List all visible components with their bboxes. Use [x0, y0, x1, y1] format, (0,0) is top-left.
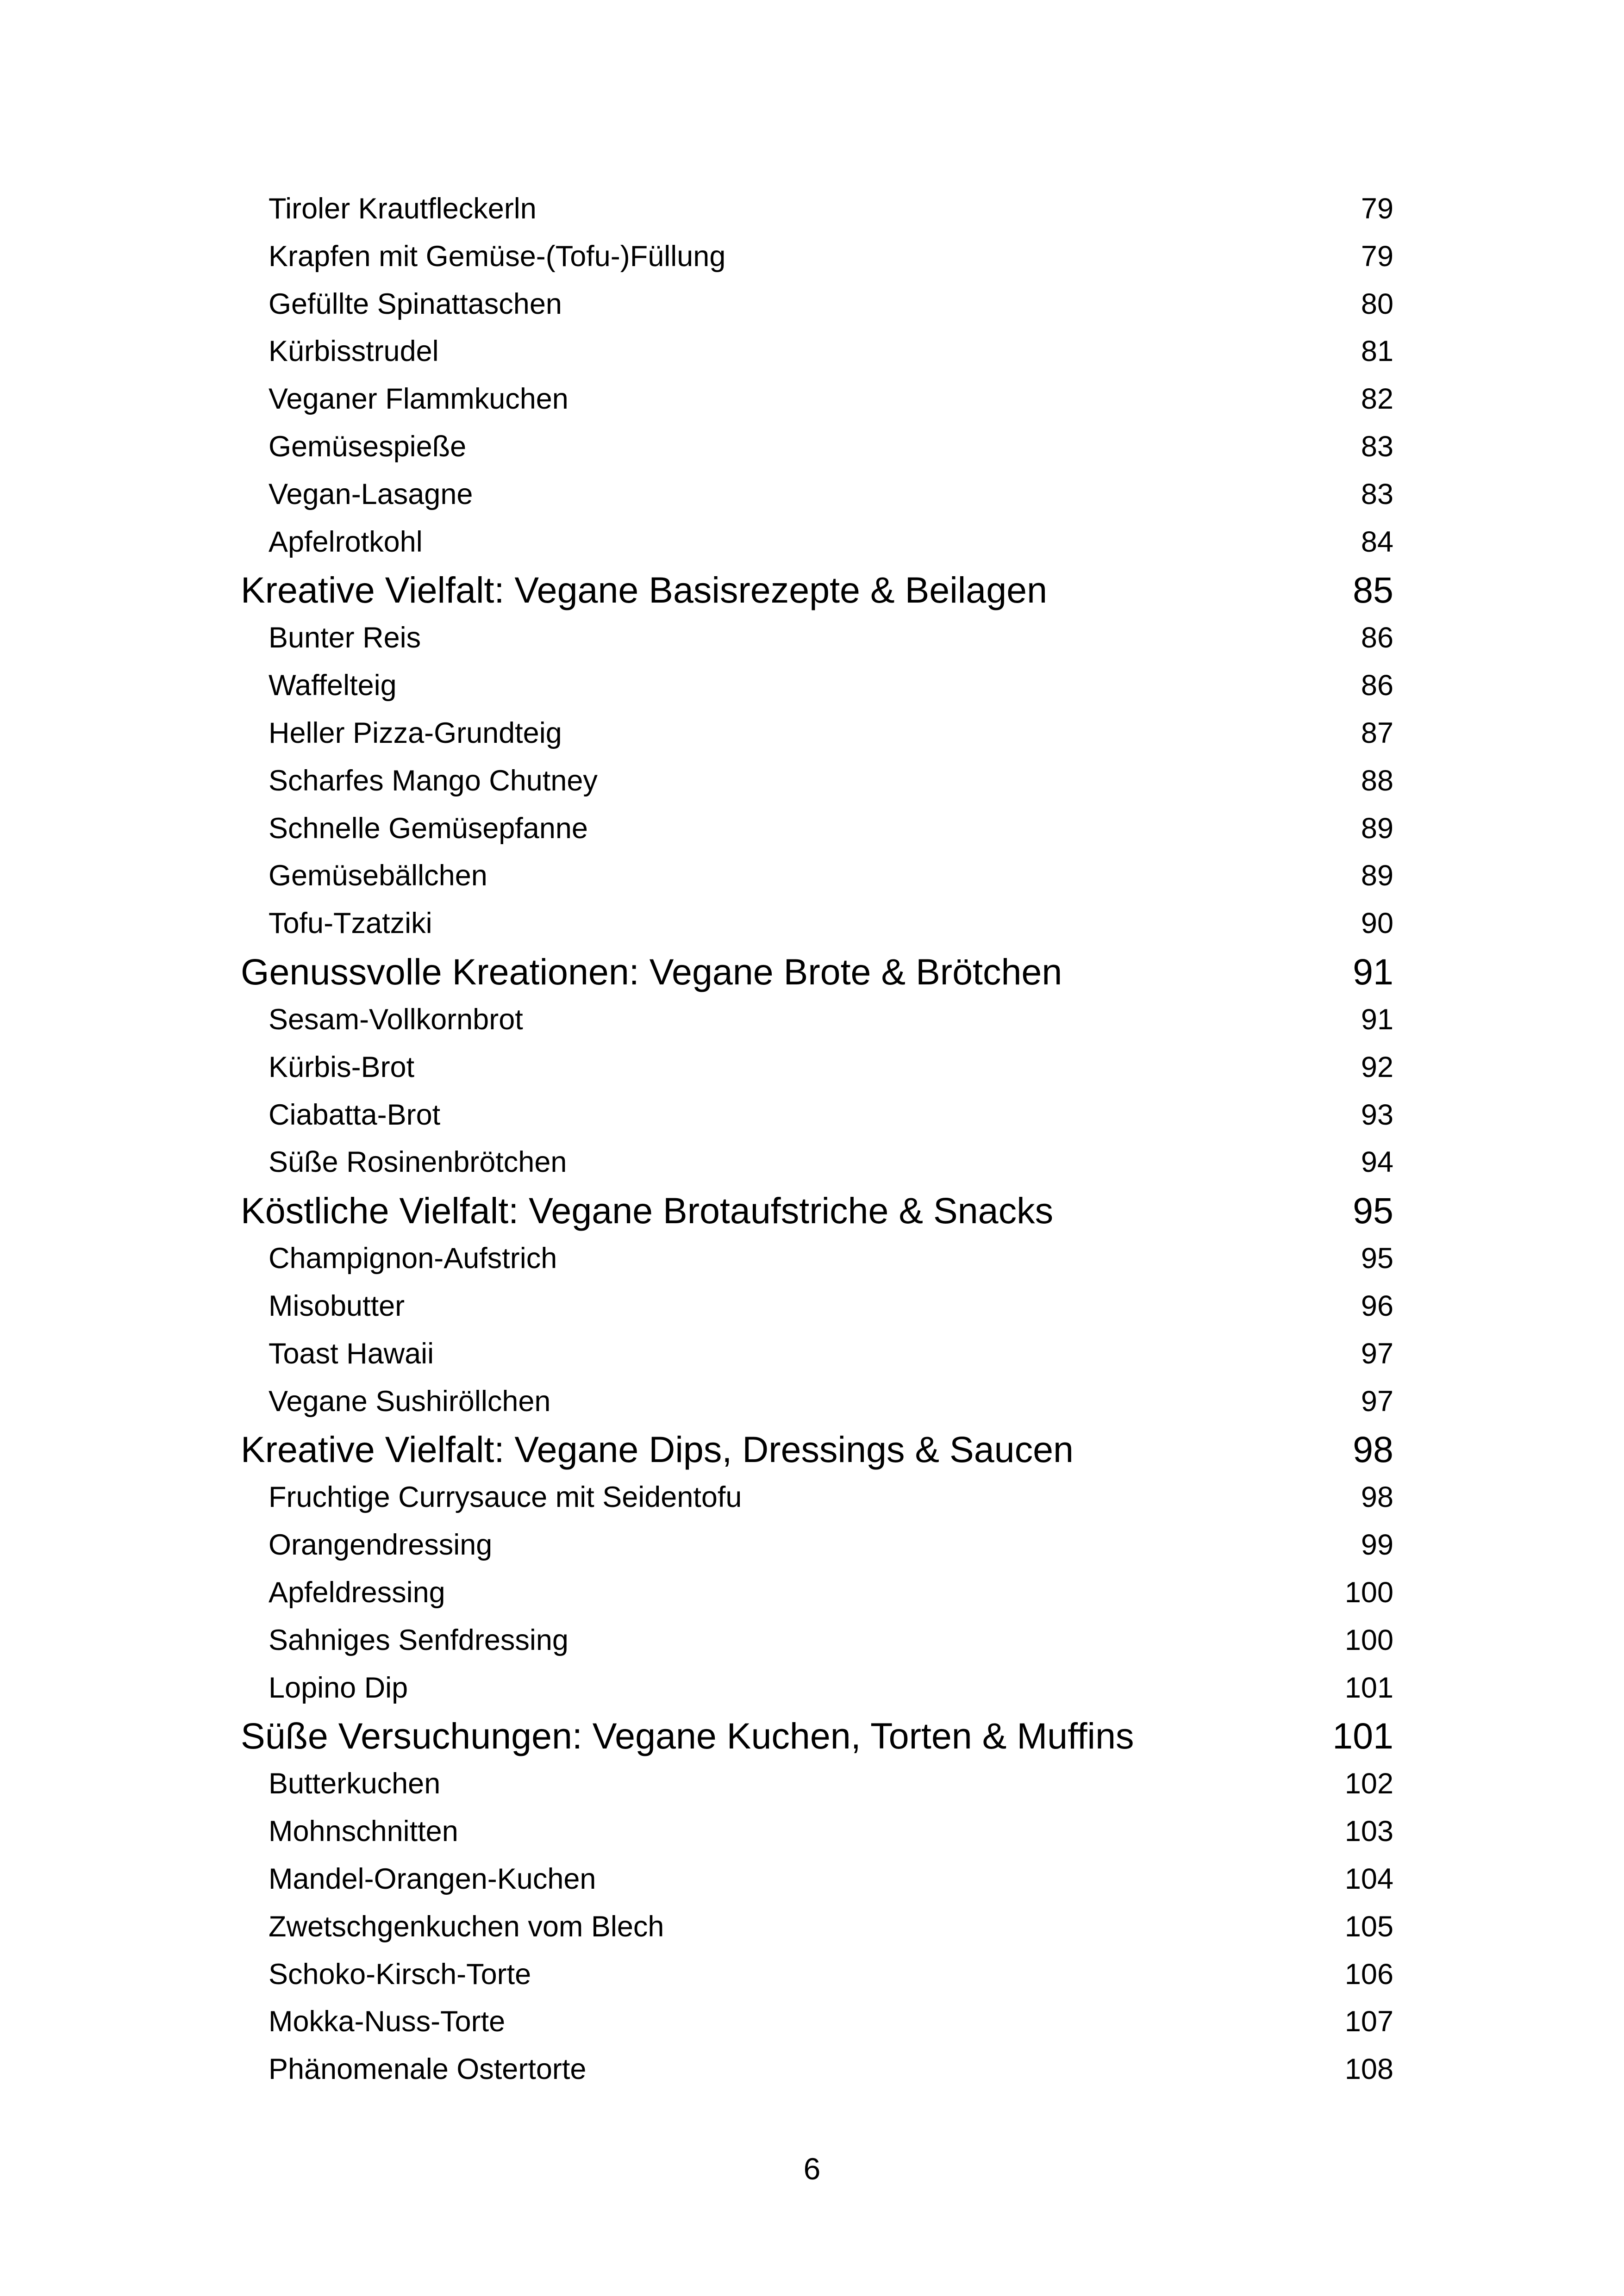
toc-entry-title: Misobutter	[269, 1289, 405, 1322]
toc-entry	[241, 1091, 1393, 1139]
toc-section-page: 98	[1353, 1429, 1393, 1470]
toc-entry-page: 104	[1344, 1862, 1393, 1895]
toc-entry-title: Mokka-Nuss-Torte	[269, 2005, 506, 2038]
toc-entry-page: 99	[1361, 1529, 1393, 1562]
toc-entry-title: Scharfes Mango Chutney	[269, 764, 598, 797]
toc-entry-title: Bunter Reis	[269, 622, 421, 654]
toc-entry	[241, 1139, 1393, 1186]
toc-entry	[241, 709, 1393, 757]
toc-entry-title: Schoko-Kirsch-Torte	[269, 1958, 531, 1991]
toc-entry-page: 79	[1361, 240, 1393, 273]
toc-entry	[241, 1951, 1393, 1998]
toc-entry-title: Krapfen mit Gemüse-(Tofu-)Füllung	[269, 240, 726, 273]
toc-entry	[241, 1664, 1393, 1712]
toc-entry	[241, 185, 1393, 233]
toc-entry-page: 103	[1344, 1815, 1393, 1848]
toc-entry-page: 100	[1344, 1624, 1393, 1656]
toc-section-heading	[241, 1711, 1393, 1760]
toc-entry-page: 84	[1361, 525, 1393, 558]
toc-entry-title: Toast Hawaii	[269, 1337, 434, 1370]
toc-entry	[241, 662, 1393, 709]
toc-section-page: 85	[1353, 569, 1393, 611]
toc-entry	[241, 1044, 1393, 1091]
toc-entry	[241, 900, 1393, 947]
toc-section-heading	[241, 566, 1393, 614]
toc-entry	[241, 1330, 1393, 1378]
toc-entry	[241, 757, 1393, 805]
toc-entry-title: Kürbisstrudel	[269, 335, 439, 368]
toc-entry-page: 100	[1344, 1576, 1393, 1609]
toc-entry-title: Mohnschnitten	[269, 1815, 458, 1848]
toc-entry	[241, 996, 1393, 1044]
toc-entry-page: 97	[1361, 1385, 1393, 1418]
toc-entry	[241, 1998, 1393, 2046]
toc-entry-title: Vegan-Lasagne	[269, 478, 473, 510]
toc-entry-page: 87	[1361, 716, 1393, 749]
toc-entry	[241, 1617, 1393, 1664]
toc-entry-page: 98	[1361, 1481, 1393, 1514]
toc-section-page: 95	[1353, 1190, 1393, 1232]
toc-entry-page: 92	[1361, 1051, 1393, 1083]
toc-entry	[241, 1521, 1393, 1569]
toc-entry-title: Champignon-Aufstrich	[269, 1242, 557, 1275]
toc-section-title: Genussvolle Kreationen: Vegane Brote & Brötchen	[241, 951, 1062, 992]
toc-entry-page: 83	[1361, 478, 1393, 510]
toc-entry-page: 105	[1344, 1910, 1393, 1943]
toc-entry-title: Sesam-Vollkornbrot	[269, 1003, 523, 1036]
toc-entry	[241, 852, 1393, 900]
toc-entry-page: 89	[1361, 812, 1393, 845]
toc-entry	[241, 233, 1393, 280]
toc-entry	[241, 423, 1393, 471]
toc-entry	[241, 805, 1393, 852]
toc-entry-title: Waffelteig	[269, 669, 397, 702]
toc-section-title: Köstliche Vielfalt: Vegane Brotaufstriche & Snacks	[241, 1190, 1054, 1232]
toc-entry-title: Veganer Flammkuchen	[269, 383, 568, 416]
toc-entry-title: Tofu-Tzatziki	[269, 907, 432, 940]
toc-entry-page: 90	[1361, 907, 1393, 940]
toc-entry	[241, 614, 1393, 662]
toc-entry	[241, 375, 1393, 423]
toc-entry-title: Mandel-Orangen-Kuchen	[269, 1862, 596, 1895]
toc-entry-page: 79	[1361, 193, 1393, 225]
toc-entry-title: Schnelle Gemüsepfanne	[269, 812, 588, 845]
toc-entry-title: Kürbis-Brot	[269, 1051, 415, 1083]
toc-entry-page: 80	[1361, 287, 1393, 320]
toc-entry-title: Sahniges Senfdressing	[269, 1624, 568, 1656]
toc-entry	[241, 471, 1393, 518]
toc-entry-page: 93	[1361, 1098, 1393, 1131]
toc-entry-title: Ciabatta-Brot	[269, 1098, 441, 1131]
toc-entry	[241, 1235, 1393, 1282]
toc-section-title: Kreative Vielfalt: Vegane Dips, Dressings & Saucen	[241, 1429, 1074, 1470]
table-of-contents	[241, 185, 1393, 2093]
toc-entry-page: 101	[1344, 1671, 1393, 1704]
toc-entry-page: 83	[1361, 430, 1393, 463]
toc-entry	[241, 518, 1393, 566]
toc-entry	[241, 2046, 1393, 2093]
toc-entry	[241, 1855, 1393, 1903]
toc-entry-title: Zwetschgenkuchen vom Blech	[269, 1910, 664, 1943]
toc-entry-page: 81	[1361, 335, 1393, 368]
toc-entry-title: Tiroler Krautfleckerln	[269, 193, 537, 225]
toc-entry	[241, 1760, 1393, 1808]
toc-entry-page: 94	[1361, 1146, 1393, 1179]
toc-section-title: Kreative Vielfalt: Vegane Basisrezepte & Beilagen	[241, 569, 1048, 611]
toc-entry-page: 86	[1361, 622, 1393, 654]
toc-entry-page: 82	[1361, 383, 1393, 416]
toc-entry-page: 97	[1361, 1337, 1393, 1370]
toc-entry	[241, 1378, 1393, 1425]
toc-section-page: 101	[1332, 1715, 1393, 1757]
toc-entry	[241, 1569, 1393, 1617]
toc-entry-page: 86	[1361, 669, 1393, 702]
toc-entry-title: Butterkuchen	[269, 1767, 441, 1800]
toc-section-page: 91	[1353, 951, 1393, 992]
toc-entry-page: 108	[1344, 2053, 1393, 2086]
toc-entry-page: 89	[1361, 859, 1393, 892]
toc-entry-title: Fruchtige Currysauce mit Seidentofu	[269, 1481, 742, 1514]
toc-section-heading	[241, 1186, 1393, 1235]
toc-entry-page: 106	[1344, 1958, 1393, 1991]
toc-entry-title: Lopino Dip	[269, 1671, 408, 1704]
toc-entry	[241, 1808, 1393, 1855]
toc-entry	[241, 328, 1393, 375]
toc-entry-page: 91	[1361, 1003, 1393, 1036]
toc-entry-title: Orangendressing	[269, 1529, 493, 1562]
toc-section-title: Süße Versuchungen: Vegane Kuchen, Torten & Muffins	[241, 1715, 1134, 1757]
toc-section-heading	[241, 1425, 1393, 1474]
toc-entry-title: Apfelrotkohl	[269, 525, 423, 558]
toc-entry-title: Heller Pizza-Grundteig	[269, 716, 562, 749]
toc-entry-title: Süße Rosinenbrötchen	[269, 1146, 567, 1179]
toc-entry-title: Gemüsespieße	[269, 430, 467, 463]
toc-entry	[241, 1282, 1393, 1330]
toc-entry-page: 102	[1344, 1767, 1393, 1800]
toc-entry-title: Gemüsebällchen	[269, 859, 487, 892]
toc-entry-page: 88	[1361, 764, 1393, 797]
toc-entry-page: 96	[1361, 1289, 1393, 1322]
toc-entry	[241, 1474, 1393, 1521]
toc-entry-page: 95	[1361, 1242, 1393, 1275]
page-number: 6	[803, 2152, 821, 2186]
toc-entry	[241, 1903, 1393, 1951]
toc-entry	[241, 280, 1393, 328]
toc-entry-title: Apfeldressing	[269, 1576, 445, 1609]
toc-entry-title: Vegane Sushiröllchen	[269, 1385, 551, 1418]
toc-entry-title: Phänomenale Ostertorte	[269, 2053, 587, 2086]
toc-section-heading	[241, 947, 1393, 996]
toc-entry-title: Gefüllte Spinattaschen	[269, 287, 562, 320]
toc-entry-page: 107	[1344, 2005, 1393, 2038]
